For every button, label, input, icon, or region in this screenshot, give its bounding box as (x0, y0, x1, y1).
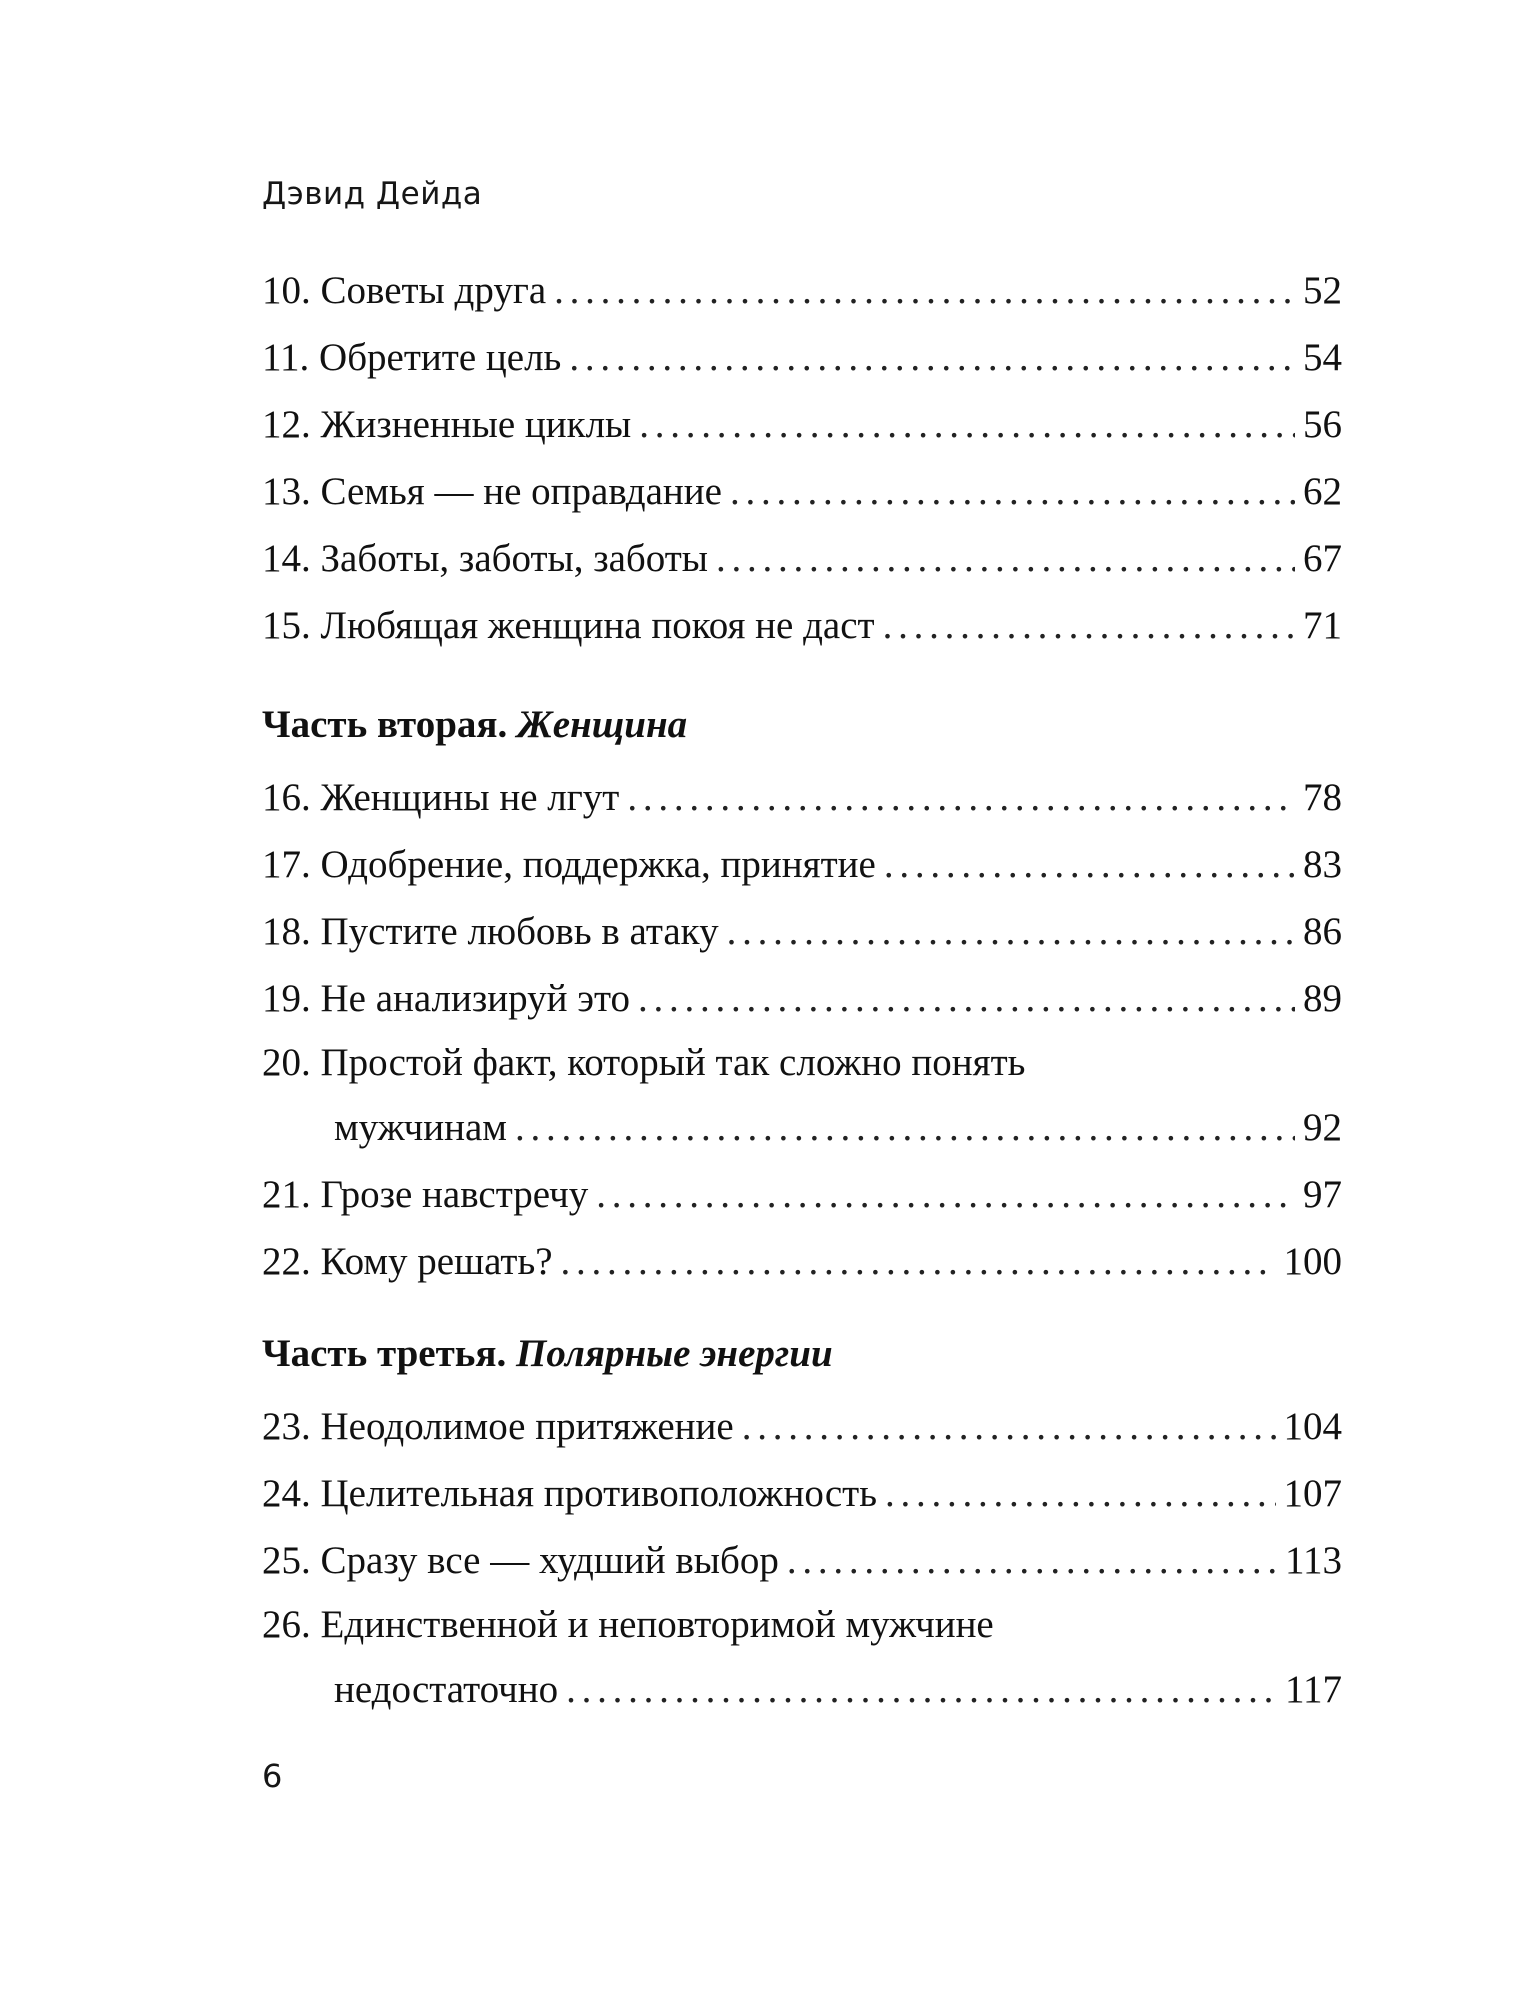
toc-entry-line (262, 1094, 1342, 1161)
toc-entry-page: 104 (1283, 1405, 1342, 1448)
toc-entry-page: 92 (1303, 1106, 1342, 1149)
toc-entry-page: 67 (1303, 537, 1342, 580)
toc-entry-page: 86 (1303, 910, 1342, 953)
toc-entry-12[interactable] (262, 391, 1342, 458)
dot-leader (554, 257, 1295, 324)
dot-leader (596, 1161, 1295, 1228)
toc-entry-page: 52 (1303, 269, 1342, 312)
toc-entry-title-continued: недостаточно (334, 1668, 559, 1711)
toc-entry-title: 14. Заботы, заботы, заботы (262, 537, 709, 580)
dot-leader (787, 1527, 1277, 1594)
dot-leader (730, 458, 1295, 525)
dot-leader (515, 1094, 1295, 1161)
toc-entry-page: 89 (1303, 977, 1342, 1020)
dot-leader (569, 324, 1295, 391)
page-number: 6 (262, 1757, 283, 1795)
toc-entry-title: 17. Одобрение, поддержка, принятие (262, 843, 876, 886)
toc-entry-title: 12. Жизненные циклы (262, 403, 632, 446)
toc-entry-page: 97 (1303, 1173, 1342, 1216)
toc-entry-title: 21. Грозе навстречу (262, 1173, 589, 1216)
toc-entry-page: 62 (1303, 470, 1342, 513)
part-subtitle: Женщина (517, 703, 688, 746)
toc-entry-20[interactable] (262, 1032, 1342, 1161)
dot-leader (627, 764, 1295, 831)
toc-entry-title-continued: мужчинам (334, 1106, 507, 1149)
toc-entry-10[interactable] (262, 257, 1342, 324)
dot-leader (638, 965, 1295, 1032)
toc-entry-page: 78 (1303, 776, 1342, 819)
toc-entry-page: 56 (1303, 403, 1342, 446)
toc-entry-page: 113 (1284, 1539, 1342, 1582)
toc-entry-title: 11. Обретите цель (262, 336, 562, 379)
toc-entry-19[interactable] (262, 965, 1342, 1032)
toc-entry-11[interactable] (262, 324, 1342, 391)
toc-entry-page: 71 (1303, 604, 1342, 647)
dot-leader (566, 1656, 1277, 1723)
part-heading-3 (262, 1331, 833, 1376)
dot-leader (883, 592, 1295, 659)
toc-entry-13[interactable] (262, 458, 1342, 525)
part-subtitle: Полярные энергии (515, 1332, 833, 1375)
toc-entry-title: 23. Неодолимое притяжение (262, 1405, 734, 1448)
dot-leader (639, 391, 1295, 458)
toc-entry-title: 16. Женщины не лгут (262, 776, 620, 819)
dot-leader (742, 1393, 1276, 1460)
toc-entry-22[interactable] (262, 1228, 1342, 1295)
toc-entry-14[interactable] (262, 525, 1342, 592)
toc-entry-line (262, 1594, 1342, 1656)
toc-entry-15[interactable] (262, 592, 1342, 659)
toc-entry-page: 54 (1303, 336, 1342, 379)
toc-entry-page: 107 (1283, 1472, 1342, 1515)
toc-entry-title: 13. Семья — не оправдание (262, 470, 722, 513)
toc-entry-page: 100 (1283, 1240, 1342, 1283)
toc-entry-title: 10. Советы друга (262, 269, 547, 312)
running-head: Дэвид Дейда (262, 176, 483, 212)
toc-entry-title: 18. Пустите любовь в атаку (262, 910, 719, 953)
toc-group-part1-continued (262, 257, 1342, 659)
toc-entry-title: 22. Кому решать? (262, 1240, 553, 1283)
toc-entry-title: 26. Единственной и неповторимой мужчине (262, 1603, 994, 1646)
dot-leader (716, 525, 1295, 592)
toc-entry-page: 117 (1284, 1668, 1342, 1711)
part-label: Часть вторая. (262, 703, 508, 746)
toc-entry-24[interactable] (262, 1460, 1342, 1527)
toc-entry-18[interactable] (262, 898, 1342, 965)
toc-entry-line (262, 1032, 1342, 1094)
dot-leader (727, 898, 1295, 965)
toc-entry-title: 19. Не анализируй это (262, 977, 631, 1020)
toc-entry-title: 24. Целительная противоположность (262, 1472, 877, 1515)
toc-entry-25[interactable] (262, 1527, 1342, 1594)
dot-leader (885, 1460, 1276, 1527)
toc-entry-26[interactable] (262, 1594, 1342, 1723)
toc-entry-title: 15. Любящая женщина покоя не даст (262, 604, 875, 647)
toc-entry-title: 25. Сразу все — худший выбор (262, 1539, 779, 1582)
toc-group-part3 (262, 1393, 1342, 1723)
toc-entry-16[interactable] (262, 764, 1342, 831)
toc-entry-23[interactable] (262, 1393, 1342, 1460)
part-heading-2 (262, 702, 687, 747)
toc-entry-21[interactable] (262, 1161, 1342, 1228)
part-label: Часть третья. (262, 1332, 507, 1375)
toc-entry-17[interactable] (262, 831, 1342, 898)
dot-leader (561, 1228, 1276, 1295)
toc-group-part2 (262, 764, 1342, 1295)
toc-entry-page: 83 (1303, 843, 1342, 886)
toc-entry-title: 20. Простой факт, который так сложно понять (262, 1041, 1026, 1084)
toc-entry-line (262, 1656, 1342, 1723)
dot-leader (884, 831, 1295, 898)
